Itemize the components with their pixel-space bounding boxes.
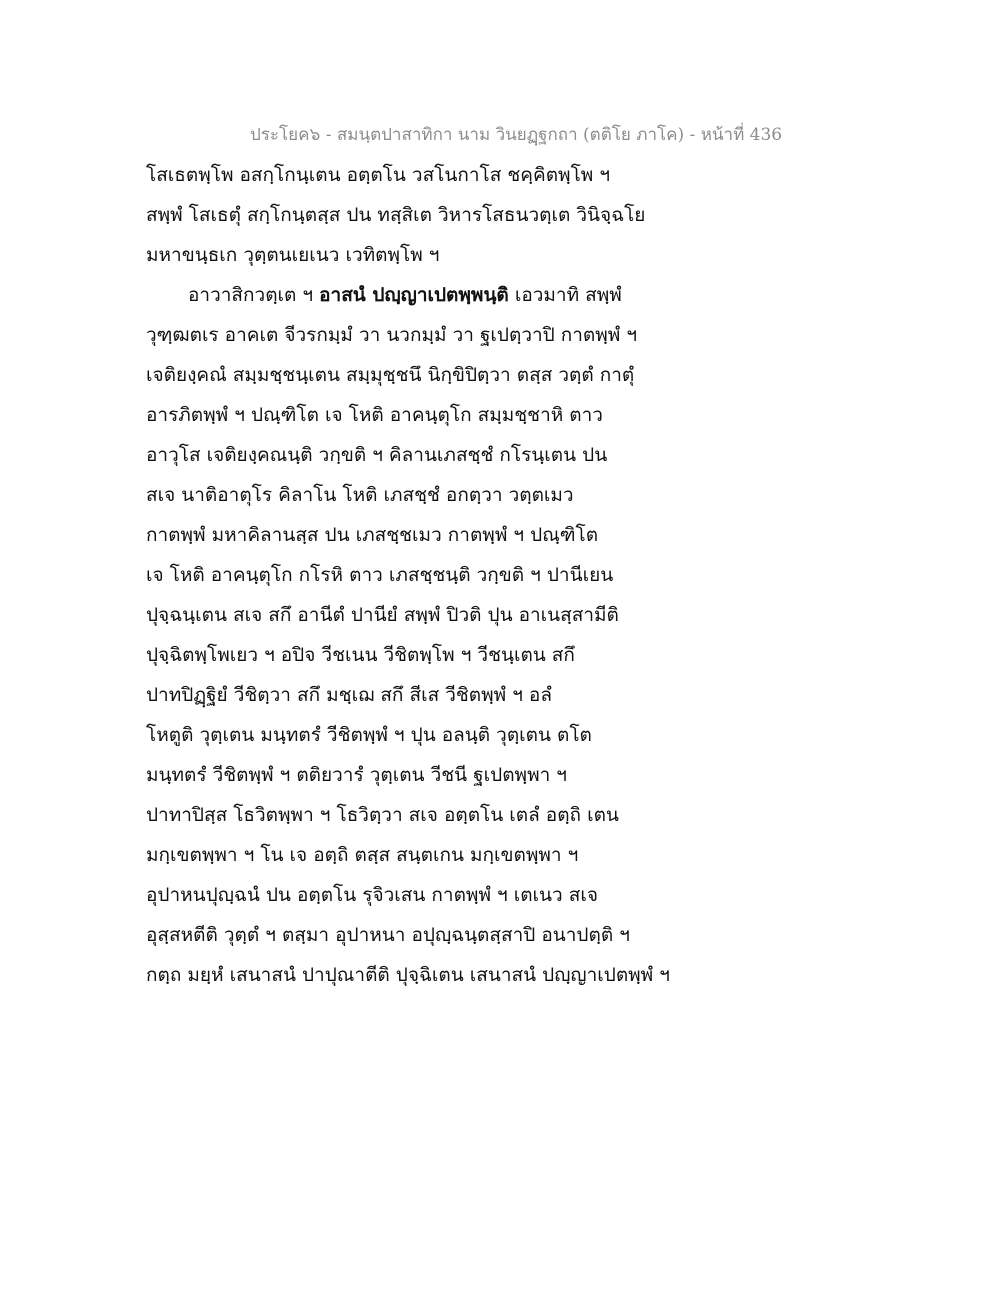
text-line: ปาทปิฏฺฐิยํ วีชิตฺวา สกึ มชฺเฌ สกึ สีเส วีชิตพฺพํ ฯ อลํ bbox=[146, 684, 552, 706]
text-line: อุสฺสหตีติ วุตฺตํ ฯ ตสฺมา อุปาหนา อปุญฺฉนฺตสฺสาปิ อนาปตฺติ ฯ bbox=[146, 924, 630, 946]
bold-term: อาสนํ ปญฺญาเปตพฺพนฺติ bbox=[319, 284, 509, 306]
paragraph-start-line bbox=[146, 275, 846, 315]
body-text bbox=[146, 155, 846, 995]
text-line: โหตูติ วุตฺเตน มนฺทตรํ วีชิตพฺพํ ฯ ปุน อลนฺติ วุตฺเตน ตโต bbox=[146, 724, 592, 746]
text-line: อาวุโส เจติยงฺคณนฺติ วกฺขติ ฯ คิลานเภสชฺชํ กโรนฺเตน ปน bbox=[146, 444, 608, 466]
text-line: มหาขนฺธเก วุตฺตนเยเนว เวทิตพฺโพ ฯ bbox=[146, 244, 440, 266]
text-line: มกฺเขตพฺพา ฯ โน เจ อตฺถิ ตสฺส สนฺตเกน มกฺเขตพฺพา ฯ bbox=[146, 844, 579, 866]
text-line: อุปาหนปุญฺฉนํ ปน อตฺตโน รุจิวเสน กาตพฺพํ ฯ เตเนว สเจ bbox=[146, 884, 598, 906]
text-line: สเจ นาติอาตุโร คิลาโน โหติ เภสชฺชํ อกตฺวา วตฺตเมว bbox=[146, 484, 574, 506]
text-line: เจ โหติ อาคนฺตุโก กโรหิ ตาว เภสชฺชนฺติ วกฺขติ ฯ ปานีเยน bbox=[146, 564, 614, 586]
text-line: เจติยงฺคณํ สมฺมชฺชนฺเตน สมฺมุชฺชนึ นิกฺขิปิตฺวา ตสฺส วตฺตํ กาตุํ bbox=[146, 364, 635, 386]
text-line: ปุจฺฉิตพฺโพเยว ฯ อปิจ วีชเนน วีชิตพฺโพ ฯ วีชนฺเตน สกึ bbox=[146, 644, 575, 666]
text-run: เอวมาทิ สพฺพํ bbox=[508, 284, 622, 306]
text-line: ปาทาปิสฺส โธวิตพฺพา ฯ โธวิตฺวา สเจ อตฺตโน เตลํ อตฺถิ เตน bbox=[146, 804, 619, 826]
running-header: ประโยค๖ - สมนฺตปาสาทิกา นาม วินยฏฺฐกถา (ตติโย ภาโค) - หน้าที่ 436 bbox=[250, 125, 783, 145]
text-line: กาตพฺพํ มหาคิลานสฺส ปน เภสชฺชเมว กาตพฺพํ ฯ ปณฺฑิโต bbox=[146, 524, 599, 546]
text-line: สพฺพํ โสเธตุํ สกฺโกนฺตสฺส ปน ทสฺสิเต วิหารโสธนวตฺเต วินิจฺฉโย bbox=[146, 204, 646, 226]
text-line: ปุจฺฉนฺเตน สเจ สกึ อานีตํ ปานียํ สพฺพํ ปิวติ ปุน อาเนสฺสามีติ bbox=[146, 604, 619, 626]
text-run: อาวาสิกวตฺเต ฯ bbox=[188, 284, 320, 306]
text-line: อารภิตพฺพํ ฯ ปณฺฑิโต เจ โหติ อาคนฺตุโก สมฺมชฺชาหิ ตาว bbox=[146, 404, 603, 426]
text-line: วุฑฺฒตเร อาคเต จีวรกมฺมํ วา นวกมฺมํ วา ฐเปตฺวาปิ กาตพฺพํ ฯ bbox=[146, 324, 638, 346]
text-line: มนฺทตรํ วีชิตพฺพํ ฯ ตติยวารํ วุตฺเตน วีชนี ฐเปตพฺพา ฯ bbox=[146, 764, 567, 786]
text-line: กตฺถ มยฺหํ เสนาสนํ ปาปุณาตีติ ปุจฺฉิเตน เสนาสนํ ปญฺญาเปตพฺพํ ฯ bbox=[146, 964, 670, 986]
text-line: โสเธตพฺโพ อสกฺโกนฺเตน อตฺตโน วสโนกาโส ชคฺคิตพฺโพ ฯ bbox=[146, 164, 611, 186]
